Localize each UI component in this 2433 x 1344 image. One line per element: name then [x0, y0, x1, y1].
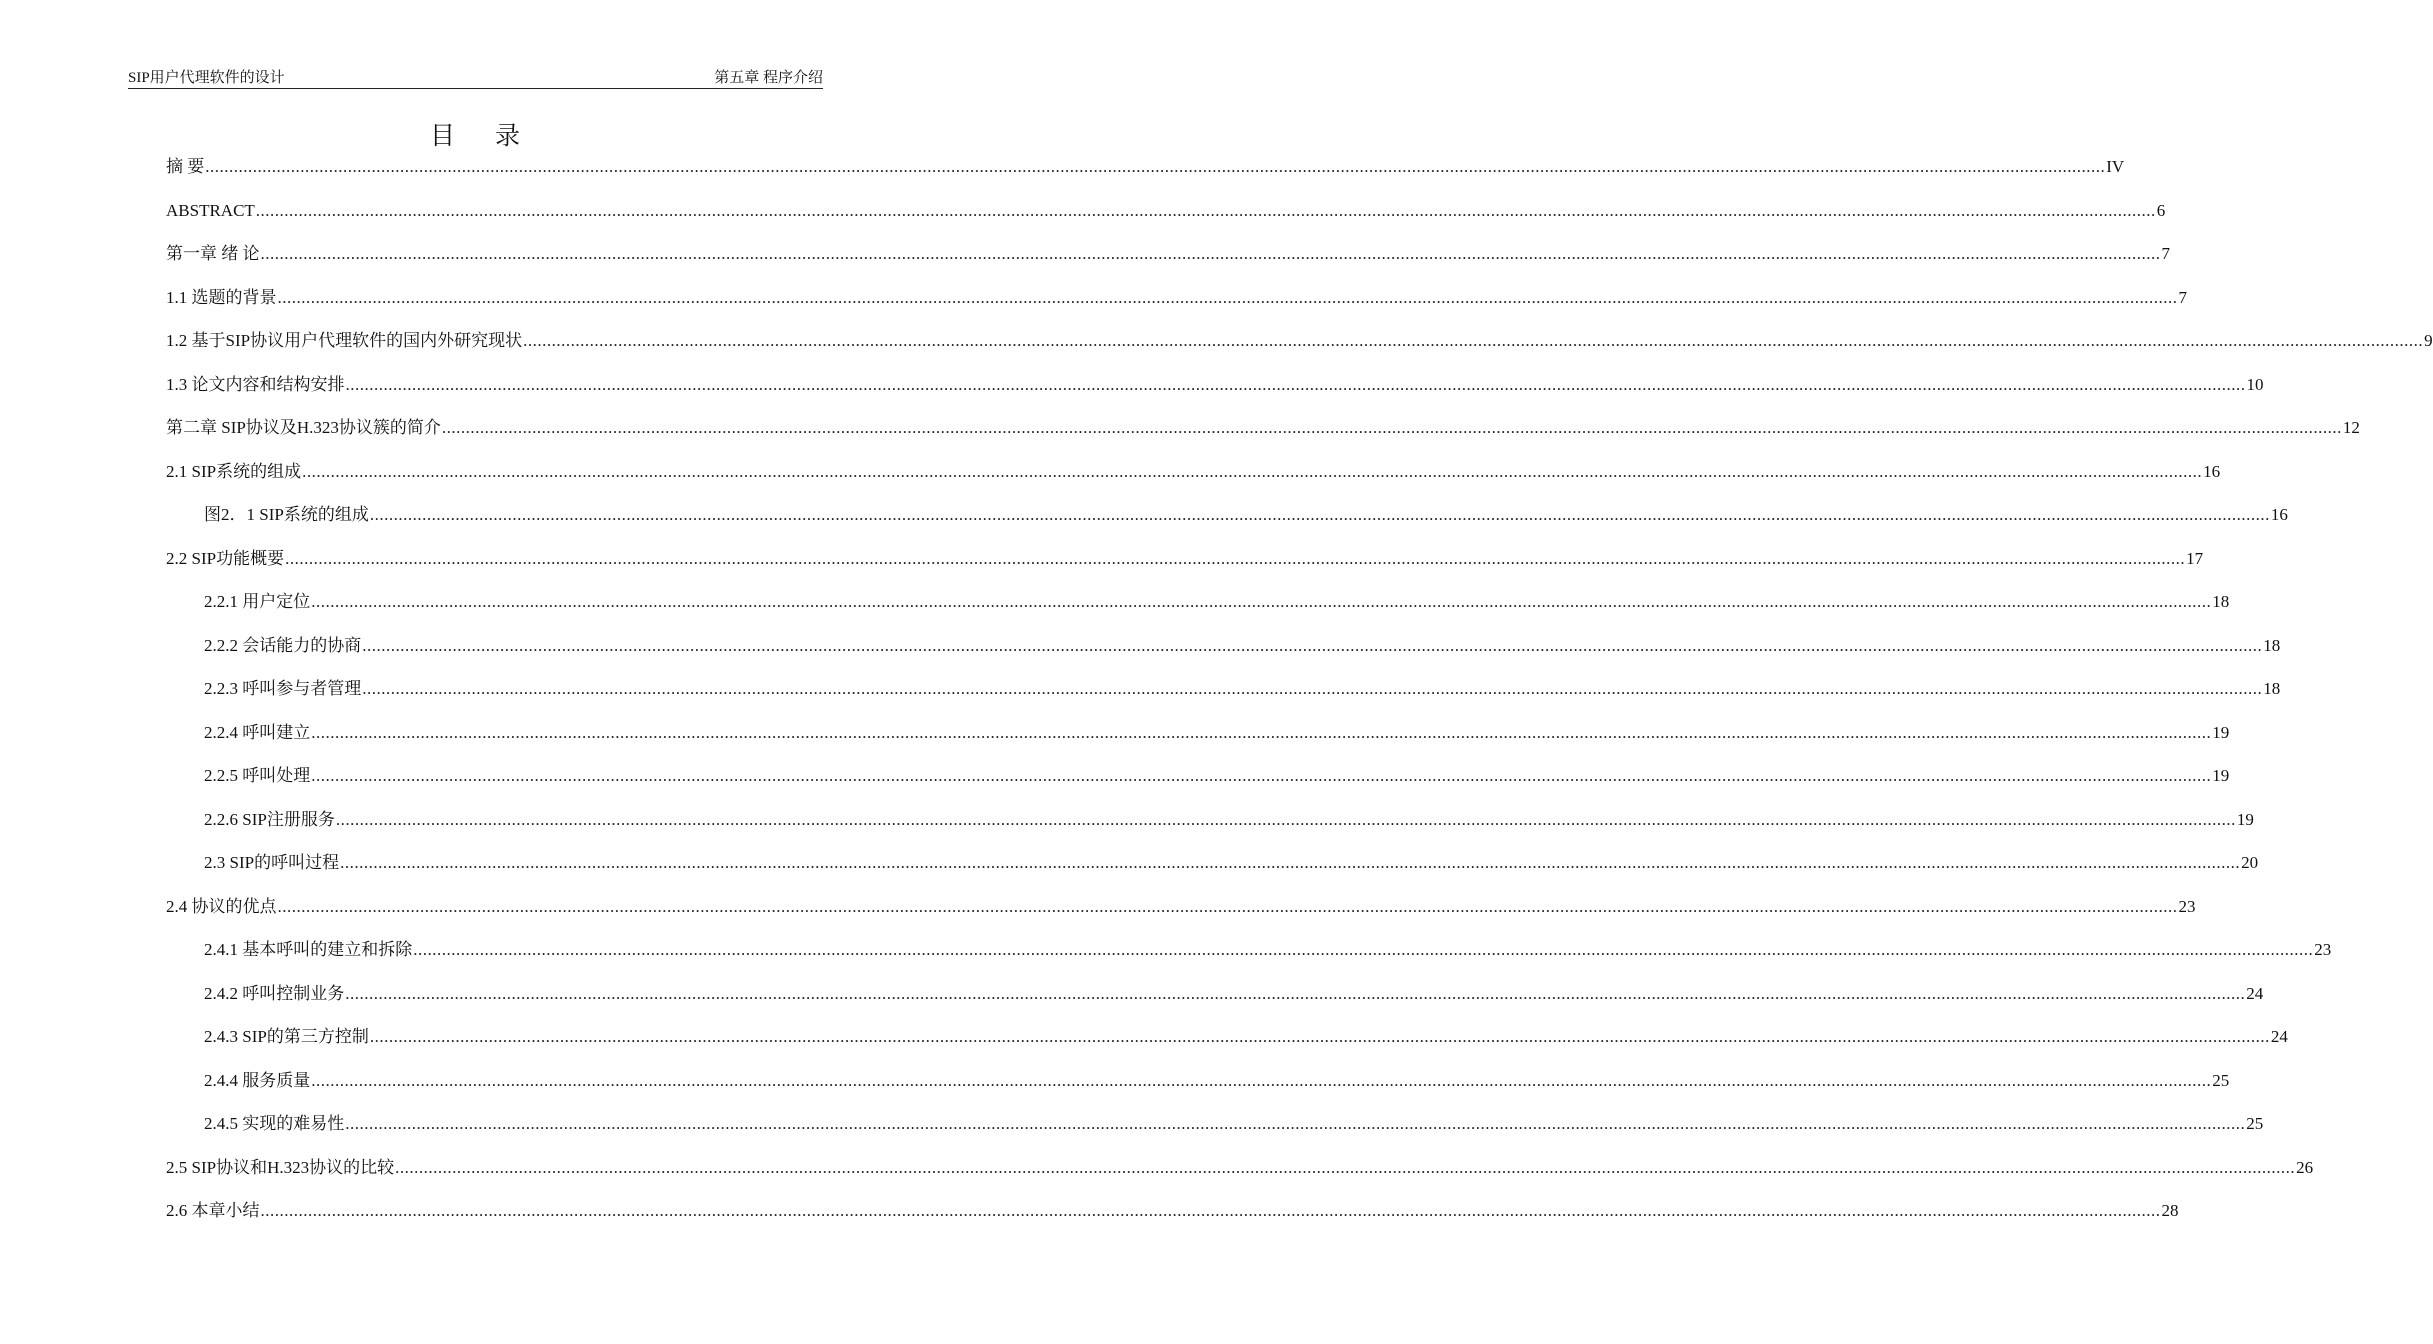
toc-entry-page: 28	[2161, 1201, 2179, 1220]
toc-entry[interactable]	[204, 631, 2281, 661]
toc-entry-page: 18	[2263, 679, 2281, 698]
toc-entry-label: 2.4.2 呼叫控制业务	[204, 983, 345, 1003]
toc-entry-page: 7	[2161, 244, 2170, 263]
dot-leader: ................................................................................................................................................................................................................................................................................................................................................................................................................	[311, 1070, 2212, 1090]
toc-entry[interactable]	[166, 892, 2196, 922]
toc-entry[interactable]	[166, 544, 2204, 574]
toc-entry[interactable]	[166, 152, 2125, 182]
dot-leader: ................................................................................................................................................................................................................................................................................................................................................................................................................	[260, 244, 2161, 263]
dot-leader: ................................................................................................................................................................................................................................................................................................................................................................................................................	[523, 331, 2424, 350]
toc-entry-label: 1.3 论文内容和结构安排	[166, 374, 345, 394]
toc-entry-label: 2.4.5 实现的难易性	[204, 1114, 345, 1133]
toc-entry-label: 1.1 选题的背景	[166, 287, 277, 307]
toc-entry-label: 2.4 协议的优点	[166, 896, 277, 916]
toc-entry-page: 18	[2263, 635, 2281, 655]
toc-entry-page: 24	[2270, 1027, 2288, 1046]
page-title: 目 录	[430, 121, 536, 150]
toc-entry[interactable]	[204, 674, 2281, 704]
dot-leader: ................................................................................................................................................................................................................................................................................................................................................................................................................	[362, 635, 2263, 655]
toc-entry-label: 2.2 SIP功能概要	[166, 548, 285, 568]
toc-entry-page: 17	[2186, 548, 2204, 568]
toc-entry-label: 2.2.6 SIP注册服务	[204, 809, 335, 829]
toc-entry-page: 16	[2270, 505, 2288, 524]
toc-entry-page: 9	[2424, 331, 2433, 350]
dot-leader: ................................................................................................................................................................................................................................................................................................................................................................................................................	[340, 853, 2241, 872]
toc-entry[interactable]	[166, 370, 2264, 400]
toc-entry-page: 25	[2212, 1070, 2230, 1090]
dot-leader: ................................................................................................................................................................................................................................................................................................................................................................................................................	[369, 1027, 2270, 1046]
dot-leader: ................................................................................................................................................................................................................................................................................................................................................................................................................	[345, 983, 2246, 1003]
dot-leader: ................................................................................................................................................................................................................................................................................................................................................................................................................	[311, 722, 2212, 742]
toc-entry-page: 23	[2314, 940, 2332, 959]
toc-entry[interactable]	[166, 413, 2360, 443]
toc-entry-label: 第二章 SIP协议及H.323协议簇的简介	[166, 418, 441, 437]
toc-entry-page: 18	[2212, 592, 2230, 611]
toc-entry-page: 7	[2178, 287, 2187, 307]
toc-entry-page: 6	[2156, 200, 2166, 220]
toc-entry[interactable]	[204, 500, 2288, 530]
toc-entry-page: IV	[2106, 157, 2125, 176]
toc-entry-page: 19	[2212, 766, 2230, 785]
dot-leader: ................................................................................................................................................................................................................................................................................................................................................................................................................	[345, 374, 2246, 394]
dot-leader: ................................................................................................................................................................................................................................................................................................................................................................................................................	[362, 679, 2263, 698]
dot-leader: ................................................................................................................................................................................................................................................................................................................................................................................................................	[302, 461, 2203, 481]
toc-entry-label: 2.2.2 会话能力的协商	[204, 635, 362, 655]
toc-entry[interactable]	[204, 935, 2332, 965]
toc-entry-page: 12	[2342, 418, 2360, 437]
toc-entry[interactable]	[204, 1066, 2230, 1096]
toc-entry-page: 19	[2212, 722, 2230, 742]
dot-leader: ................................................................................................................................................................................................................................................................................................................................................................................................................	[205, 157, 2106, 176]
toc-entry-page: 10	[2246, 374, 2264, 394]
toc-entry-label: 图2．1 SIP系统的组成	[204, 505, 369, 524]
toc-entry-label: 第一章 绪 论	[166, 244, 260, 263]
dot-leader: ................................................................................................................................................................................................................................................................................................................................................................................................................	[395, 1157, 2296, 1177]
dot-leader: ................................................................................................................................................................................................................................................................................................................................................................................................................	[277, 896, 2178, 916]
toc-entry-label: 2.5 SIP协议和H.323协议的比较	[166, 1157, 395, 1177]
dot-leader: ................................................................................................................................................................................................................................................................................................................................................................................................................	[413, 940, 2314, 959]
toc-entry[interactable]	[204, 587, 2230, 617]
toc-entry-label: ABSTRACT	[166, 200, 255, 220]
toc-entry[interactable]	[204, 1022, 2288, 1052]
toc-entry-label: 1.2 基于SIP协议用户代理软件的国内外研究现状	[166, 331, 523, 350]
toc-entry-label: 2.3 SIP的呼叫过程	[204, 853, 340, 872]
toc-entry[interactable]	[166, 326, 2433, 356]
toc-entry[interactable]	[204, 848, 2259, 878]
toc-entry-page: 26	[2296, 1157, 2314, 1177]
toc-entry-label: 2.2.3 呼叫参与者管理	[204, 679, 362, 698]
toc-entry[interactable]	[166, 283, 2187, 313]
header-chapter-title: 第五章 程序介绍	[714, 70, 823, 86]
dot-leader: ................................................................................................................................................................................................................................................................................................................................................................................................................	[285, 548, 2186, 568]
toc-entry-label: 2.2.4 呼叫建立	[204, 722, 311, 742]
toc-entry-page: 20	[2241, 853, 2259, 872]
toc-entry[interactable]	[166, 1196, 2179, 1226]
dot-leader: ................................................................................................................................................................................................................................................................................................................................................................................................................	[260, 1201, 2161, 1220]
toc-entry-label: 2.4.1 基本呼叫的建立和拆除	[204, 940, 413, 959]
toc-entry-page: 19	[2236, 809, 2254, 829]
toc-entry[interactable]	[166, 1153, 2314, 1183]
toc-entry-page: 23	[2178, 896, 2196, 916]
dot-leader: ................................................................................................................................................................................................................................................................................................................................................................................................................	[311, 592, 2212, 611]
toc-entry[interactable]	[204, 718, 2230, 748]
toc-entry-label: 2.2.5 呼叫处理	[204, 766, 311, 785]
toc-entry-label: 摘 要	[166, 157, 205, 176]
toc-entry[interactable]	[204, 761, 2230, 791]
toc-entry[interactable]	[204, 805, 2254, 835]
dot-leader: ................................................................................................................................................................................................................................................................................................................................................................................................................	[441, 418, 2342, 437]
dot-leader: ................................................................................................................................................................................................................................................................................................................................................................................................................	[335, 809, 2236, 829]
toc-entry-page: 16	[2203, 461, 2221, 481]
header-document-title: SIP用户代理软件的设计	[128, 70, 285, 86]
toc-entry[interactable]	[166, 457, 2221, 487]
dot-leader: ................................................................................................................................................................................................................................................................................................................................................................................................................	[311, 766, 2212, 785]
toc-entry-label: 2.1 SIP系统的组成	[166, 461, 302, 481]
toc-entry-label: 2.2.1 用户定位	[204, 592, 311, 611]
dot-leader: ................................................................................................................................................................................................................................................................................................................................................................................................................	[277, 287, 2178, 307]
toc-entry-label: 2.4.4 服务质量	[204, 1070, 311, 1090]
toc-entry[interactable]	[204, 1109, 2264, 1139]
dot-leader: ................................................................................................................................................................................................................................................................................................................................................................................................................	[369, 505, 2270, 524]
dot-leader: ................................................................................................................................................................................................................................................................................................................................................................................................................	[345, 1114, 2246, 1133]
toc-entry-page: 25	[2246, 1114, 2264, 1133]
toc-entry-label: 2.6 本章小结	[166, 1201, 260, 1220]
toc-entry[interactable]	[166, 196, 2166, 226]
toc-entry-label: 2.4.3 SIP的第三方控制	[204, 1027, 369, 1046]
toc-entry-page: 24	[2246, 983, 2264, 1003]
dot-leader: ................................................................................................................................................................................................................................................................................................................................................................................................................	[255, 200, 2156, 220]
toc-entry[interactable]	[204, 979, 2264, 1009]
toc-entry[interactable]	[166, 239, 2170, 269]
page-header	[128, 68, 823, 89]
